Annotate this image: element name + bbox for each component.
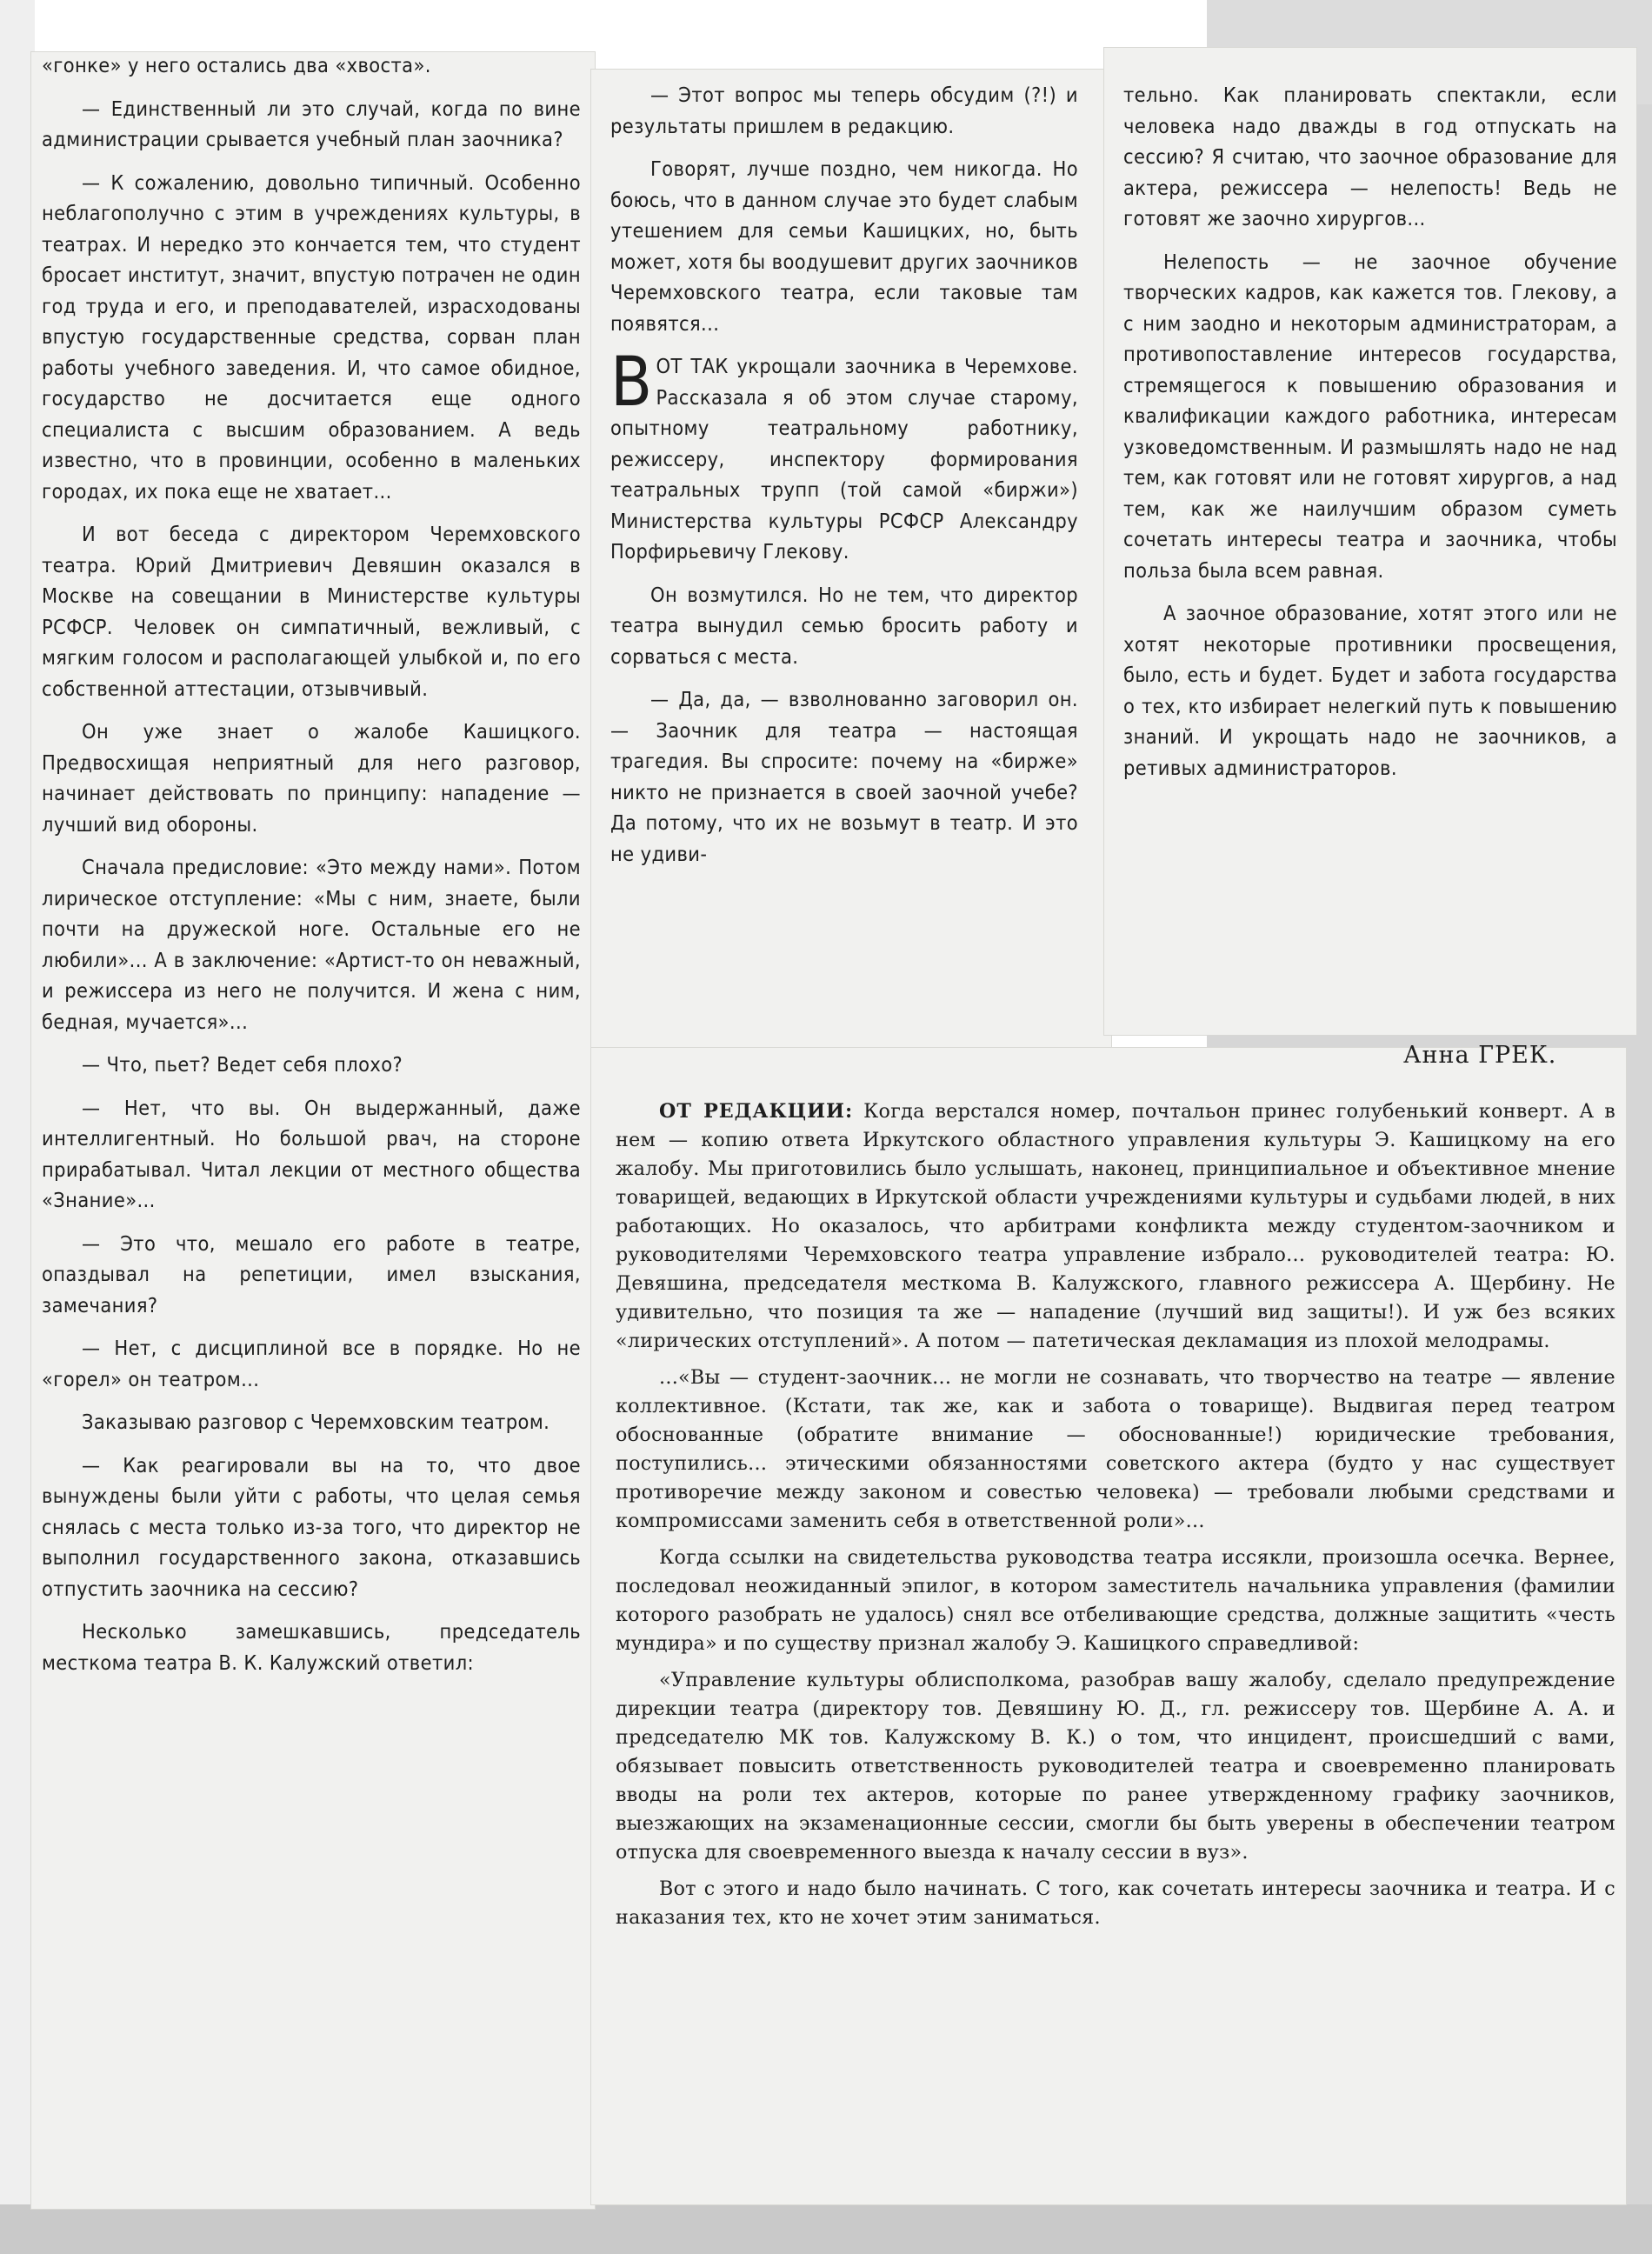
paragraph: — К сожалению, довольно типичный. Особенно неблагополучно с этим в учреждениях культуры, в театрах. И нередко это кончается тем, что студент бросает институт, значит, впустую потрачен не один год труда и его, и преподавателей, израсходованы впустую государственные средства, сорван план работы учебного заведения. И, что самое обидное, государство не досчитается еще одного специалиста с высшим образованием. А ведь известно, что в провинции, особенно в маленьких городах, их пока еще не хватает... (42, 170, 581, 503)
paragraph: Он возмутился. Но не тем, что директор театра вынудил семью бросить работу и сорваться с места. (610, 582, 1078, 669)
paragraph: «Управление культуры облисполкома, разобрав вашу жалобу, сделало предупреждение дирекции театра (директору тов. Девяшину Ю. Д., гл. режиссеру тов. Щербине А. А. и председателю МК тов. Калужскому В. К.) о том, что инцидент, происшедший с вами, обязывает повысить ответственность руководителей театра и своевременно планировать вводы на роли тех актеров, которые по ранее утвержденному графику заочников, выезжающих на экзаменационные сессии, смогли бы быть уверены в обеспечении театром отпуска для своевременного выезда к началу сессии в вуз». (616, 1669, 1615, 1864)
paragraph: «гонке» у него остались два «хвоста». (42, 53, 431, 77)
editorial-first-paragraph (616, 1097, 1615, 1356)
paragraph: А заочное образование, хотят этого или не хотят некоторые противники просвещения, было, есть и будет. Будет и забота государства о тех, кто избирает нелегкий путь к повышению знаний. И укрощать надо не заочников, а ретивых администраторов. (1123, 601, 1617, 780)
paragraph: Заказываю разговор с Черемховским театром. (82, 1410, 550, 1434)
paragraph: — Нет, с дисциплиной все в порядке. Но не «горел» он театром... (42, 1336, 581, 1391)
paragraph: — Этот вопрос мы теперь обсудим (?!) и результаты пришлем в редакцию. (610, 83, 1078, 138)
scan-left-edge (0, 0, 35, 2254)
author-signature: Анна ГРЕК. (1403, 1042, 1557, 1069)
section-start-paragraph: ВОТ ТАК укрощали заочника в Черемхове. Рассказала я об этом случае старому, опытному театральному работнику, режиссеру, инспектору формирования театральных трупп (той самой «биржи») Министерства культуры РСФСР Александру Порфирьевичу Глекову. (610, 343, 1078, 564)
article-column-left (42, 50, 581, 1690)
article-column-right (1123, 80, 1617, 796)
paragraph: — Да, да, — взволнованно заговорил он. — Заочник для театра — настоящая трагедия. Вы спросите: почему на «бирже» никто не признается в своей заочной учебе? Да потому, что их не возьмут в театр. И это не удиви- (610, 687, 1078, 866)
paragraph: Сначала предисловие: «Это между нами». Потом лирическое отступление: «Мы с ним, знаете, были почти на дружеской ноге. Остальные его не любили»... А в заключение: «Артист-то он неважный, и режиссера из него не получится. И жена с ним, бедная, мучается»... (42, 855, 581, 1034)
paragraph: ...«Вы — студент-заочник... не могли не сознавать, что творчество на театре — явление коллективное. (Кстати, так же, как и забота о товарище). Выдвигая перед театром обоснованные (обратите внимание — обоснованные!) юридические требования, поступились... этическими обязанностями советского актера (будто у нас существует противоречие между законом и совестью человека) — требовали любыми средствами и компромиссами заменить себя в ответственной роли»... (616, 1366, 1615, 1532)
paragraph: — Единственный ли это случай, когда по вине администрации срывается учебный план заочника? (42, 96, 581, 151)
scan-bottom-band (0, 2204, 1652, 2254)
paragraph: — Что, пьет? Ведет себя плохо? (82, 1052, 403, 1077)
paragraph: И вот беседа с директором Черемховского театра. Юрий Дмитриевич Девяшин оказался в Москве на совещании в Министерстве культуры РСФСР. Человек он симпатичный, вежливый, с мягким голосом и располагающей улыбкой и, по его собственной аттестации, отзывчивый. (42, 522, 581, 701)
paragraph: Вот с этого и надо было начинать. С того, как сочетать интересы заочника и театра. И с наказания тех, кто не хочет этим заниматься. (616, 1877, 1615, 1929)
paragraph: Он уже знает о жалобе Кашицкого. Предвосхищая неприятный для него разговор, начинает действовать по принципу: нападение — лучший вид обороны. (42, 719, 581, 837)
editorial-heading: ОТ РЕДАКЦИИ: (659, 1100, 854, 1123)
paragraph: Нелепость — не заочное обучение творческих кадров, как кажется тов. Глекову, а с ним заодно и некоторым администраторам, а противопоставление интересов государства, стремящегося к повышению образования и квалификации каждого работника, интересам узковедомственным. И размышлять надо не над тем, как готовят или не готовят хирургов, а над тем, как же наилучшим образом суметь сочетать интересы театра и заочника, чтобы польза была всем равная. (1123, 249, 1617, 583)
editorial-text: Когда верстался номер, почтальон принес голубенький конверт. А в нем — копию ответа Иркутского областного управления культуры Э. Кашицкому на его жалобу. Мы приготовились было услышать, наконец, принципиальное и объективное мнение товарищей, ведающих в Иркутской области учреждениями культуры и судьбами людей, в них работающих. Но оказалось, что арбитрами конфликта между студентом-заочником и руководителями Черемховского театра управление избрало... руководителей театра: Ю. Девяшина, председателя месткома В. Калужского, главного режиссера А. Щербину. Не удивительно, что позиция та же — нападение (лучший вид защиты!). И уж без всяких «лирических отступлений». А потом — патетическая декламация из плохой мелодрамы. (616, 1100, 1615, 1352)
editorial-note (616, 1097, 1615, 1940)
article-column-middle (610, 80, 1078, 882)
paragraph: — Это что, мешало его работе в театре, опаздывал на репетиции, имел взыскания, замечания? (42, 1230, 581, 1317)
paragraph: Несколько замешкавшись, председатель месткома театра В. К. Калужский ответил: (42, 1619, 581, 1675)
paragraph: Говорят, лучше поздно, чем никогда. Но боюсь, что в данном случае это будет слабым утешением для семьи Кашицких, но, быть может, хотя бы воодушевит других заочников Черемховского театра, если таковые там появятся... (610, 157, 1078, 336)
paragraph: — Нет, что вы. Он выдержанный, даже интеллигентный. Но большой рвач, на стороне прирабатывал. Читал лекции от местного общества «Знание»... (42, 1095, 581, 1212)
paragraph: тельно. Как планировать спектакли, если человека надо дважды в год отпускать на сессию? Я считаю, что заочное образование для актера, режиссера — нелепость! Ведь не готовят же заочно хирургов... (1123, 83, 1617, 230)
paragraph: — Как реагировали вы на то, что двое вынуждены были уйти с работы, что целая семья снялась с места только из-за того, что директор не выполнил государственного закона, отказавшись отпустить заочника на сессию? (42, 1452, 581, 1601)
paragraph: Когда ссылки на свидетельства руководства театра иссякли, произошла осечка. Вернее, последовал неожиданный эпилог, в котором заместитель начальника управления (фамилии которого разобрать не удалось) снял все отбеливающие средства, должные защитить «честь мундира» и по существу признал жалобу Э. Кашицкого справедливой: (616, 1546, 1615, 1655)
